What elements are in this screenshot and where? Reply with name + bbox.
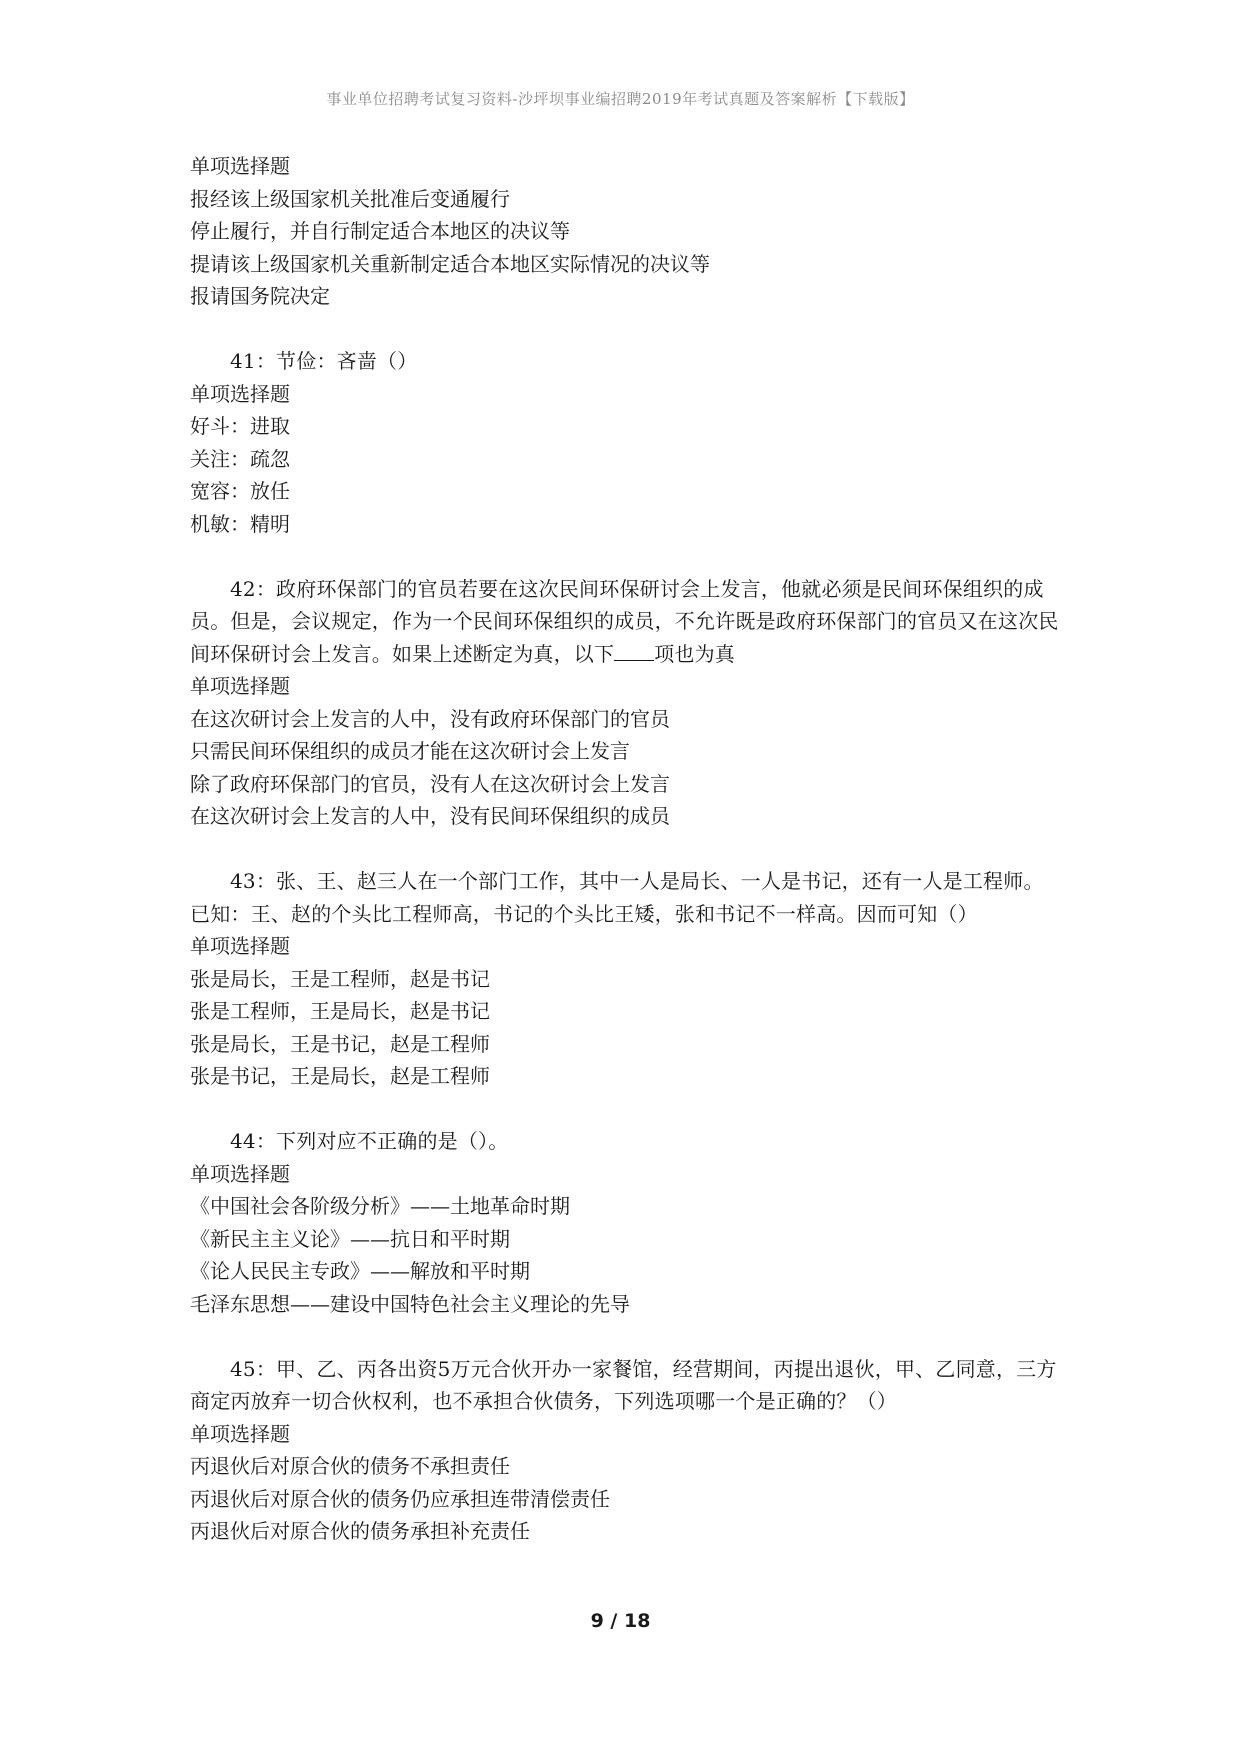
option-item: 宽容：放任 xyxy=(190,479,290,503)
option-item: 张是书记，王是局长，赵是工程师 xyxy=(190,1064,490,1088)
question-type: 单项选择题 xyxy=(190,674,290,698)
option-item: 丙退伙后对原合伙的债务不承担责任 xyxy=(190,1454,510,1478)
question-block-carryover xyxy=(190,150,1060,313)
option-item: 报请国务院决定 xyxy=(190,284,330,308)
question-type: 单项选择题 xyxy=(190,154,290,178)
question-type: 单项选择题 xyxy=(190,934,290,958)
question-stem-text: 42：政府环保部门的官员若要在这次民间环保研讨会上发言，他就必须是民间环保组织的成员。但是，会议规定，作为一个民间环保组织的成员，不允许既是政府环保部门的官员又在这次民间环保研讨会上发言。如果上述断定为真，以下 xyxy=(190,576,1059,666)
option-item: 丙退伙后对原合伙的债务承担补充责任 xyxy=(190,1519,530,1543)
option-item: 停止履行，并自行制定适合本地区的决议等 xyxy=(190,219,570,243)
option-item: 张是局长，王是书记，赵是工程师 xyxy=(190,1031,490,1056)
option-item: 提请该上级国家机关重新制定适合本地区实际情况的决议等 xyxy=(190,251,710,276)
option-item: 《新民主主义论》——抗日和平时期 xyxy=(190,1226,510,1251)
question-block-44 xyxy=(190,1125,1060,1320)
option-item: 好斗：进取 xyxy=(190,414,290,438)
question-block-43 xyxy=(190,865,1060,1093)
question-stem: 41：节俭：吝啬（） xyxy=(230,349,418,373)
question-block-41 xyxy=(190,345,1060,540)
document-body xyxy=(190,150,1060,1548)
option-item: 在这次研讨会上发言的人中，没有政府环保部门的官员 xyxy=(190,706,670,731)
page-number: 9 / 18 xyxy=(590,1610,651,1632)
question-block-45 xyxy=(190,1353,1060,1548)
option-item: 《论人民民主专政》——解放和平时期 xyxy=(190,1259,530,1283)
option-item: 机敏：精明 xyxy=(190,511,290,536)
question-type: 单项选择题 xyxy=(190,381,290,406)
question-block-42 xyxy=(190,573,1060,833)
question-stem xyxy=(190,573,1060,671)
page-header: 事业单位招聘考试复习资料-沙坪坝事业编招聘2019年考试真题及答案解析【下载版】 xyxy=(326,90,915,108)
question-type: 单项选择题 xyxy=(190,1161,290,1186)
option-item: 丙退伙后对原合伙的债务仍应承担连带清偿责任 xyxy=(190,1486,610,1511)
answer-blank xyxy=(614,642,654,661)
question-stem: 43：张、王、赵三人在一个部门工作，其中一人是局长、一人是书记，还有一人是工程师。已知：王、赵的个头比工程师高，书记的个头比王矮，张和书记不一样高。因而可知（） xyxy=(190,869,1044,926)
option-item: 在这次研讨会上发言的人中，没有民间环保组织的成员 xyxy=(190,804,670,828)
option-item: 报经该上级国家机关批准后变通履行 xyxy=(190,186,510,211)
question-type: 单项选择题 xyxy=(190,1421,290,1446)
option-item: 除了政府环保部门的官员，没有人在这次研讨会上发言 xyxy=(190,771,670,796)
option-item: 只需民间环保组织的成员才能在这次研讨会上发言 xyxy=(190,739,630,763)
question-stem-text: 项也为真 xyxy=(654,641,736,666)
option-item: 张是局长，王是工程师，赵是书记 xyxy=(190,966,490,991)
option-item: 关注：疏忽 xyxy=(190,446,290,471)
option-item: 《中国社会各阶级分析》——土地革命时期 xyxy=(190,1194,570,1218)
option-item: 张是工程师，王是局长，赵是书记 xyxy=(190,999,490,1023)
question-stem: 45：甲、乙、丙各出资5万元合伙开办一家餐馆，经营期间，丙提出退伙，甲、乙同意，三方商定丙放弃一切合伙权利，也不承担合伙债务，下列选项哪一个是正确的？（） xyxy=(190,1356,1057,1413)
question-stem: 44：下列对应不正确的是（）。 xyxy=(230,1129,509,1153)
option-item: 毛泽东思想——建设中国特色社会主义理论的先导 xyxy=(190,1291,630,1316)
